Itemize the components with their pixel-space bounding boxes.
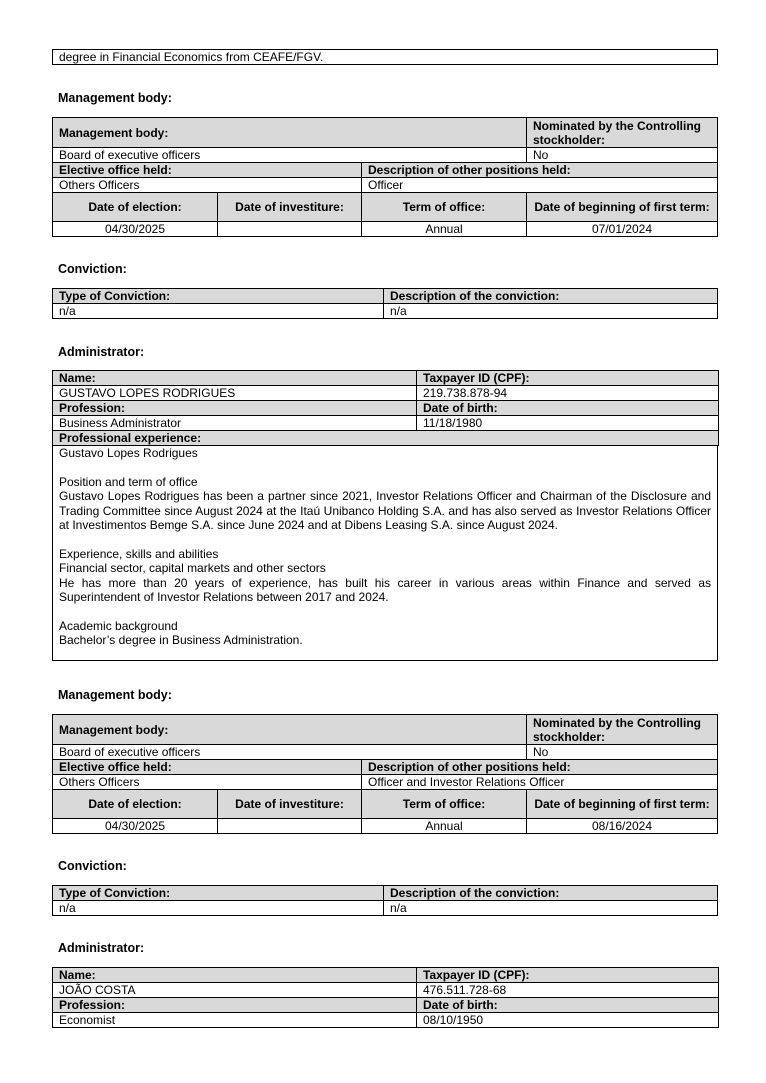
description-conviction-value: n/a	[384, 304, 718, 319]
other-positions-label: Description of other positions held:	[362, 760, 718, 775]
type-conviction-label: Type of Conviction:	[53, 886, 384, 901]
profession-value: Business Administrator	[53, 416, 417, 431]
name-label: Name:	[53, 968, 417, 983]
position-term-title: Position and term of office	[59, 474, 198, 489]
description-conviction-value: n/a	[384, 901, 718, 916]
date-beginning-label: Date of beginning of first term:	[527, 790, 718, 819]
date-investiture-label: Date of investiture:	[218, 193, 362, 222]
nominated-label: Nominated by the Controlling stockholder:	[527, 118, 718, 148]
date-beginning-value: 07/01/2024	[527, 222, 718, 237]
name-value: JOÃO COSTA	[53, 983, 417, 998]
academic-title: Academic background	[59, 618, 178, 633]
birth-value: 11/18/1980	[417, 416, 719, 431]
name-label: Name:	[53, 371, 417, 386]
taxpayer-value: 219.738.878-94	[417, 386, 719, 401]
name-value: GUSTAVO LOPES RODRIGUES	[53, 386, 417, 401]
top-fragment-box	[52, 49, 718, 65]
elective-office-label: Elective office held:	[53, 760, 362, 775]
other-positions-value: Officer and Investor Relations Officer	[362, 775, 718, 790]
top-fragment-text: degree in Financial Economics from CEAFE/FGV.	[53, 50, 718, 65]
administrator-heading-2: Administrator:	[58, 941, 145, 955]
conviction-table-2	[52, 885, 717, 916]
date-beginning-label: Date of beginning of first term:	[527, 193, 718, 222]
term-office-value: Annual	[362, 222, 527, 237]
description-conviction-label: Description of the conviction:	[384, 289, 718, 304]
skills-subtitle: Financial sector, capital markets and other sectors	[59, 561, 326, 576]
elective-office-value: Others Officers	[53, 775, 362, 790]
skills-text: He has more than 20 years of experience, has built his career in various areas within Finance and served as Superintendent of Investor Relations between 2017 and 2024.	[59, 575, 711, 605]
professional-experience-text	[52, 446, 718, 661]
academic-text: Bachelor’s degree in Business Administration.	[59, 633, 303, 648]
position-term-text: Gustavo Lopes Rodrigues has been a partner since 2021, Investor Relations Officer and Chairman of the Disclosure and Trading Committee since August 2024 at the Itaú Unibanco Holding S.A. and has also served as Investor Relations Officer at Investimentos Bemge S.A. since June 2024 and at Dibens Leasing S.A. since August 2024.	[59, 489, 711, 533]
administrator-table-2	[52, 967, 718, 1028]
type-conviction-label: Type of Conviction:	[53, 289, 384, 304]
profession-value: Economist	[53, 1013, 417, 1028]
administrator-heading-1: Administrator:	[58, 345, 145, 359]
nominated-value: No	[527, 148, 718, 163]
nominated-label: Nominated by the Controlling stockholder:	[527, 715, 718, 745]
nominated-value: No	[527, 745, 718, 760]
type-conviction-value: n/a	[53, 304, 384, 319]
administrator-table-1	[52, 370, 718, 661]
management-body-heading-1: Management body:	[58, 91, 172, 105]
birth-value: 08/10/1950	[417, 1013, 719, 1028]
birth-label: Date of birth:	[417, 401, 719, 416]
date-investiture-label: Date of investiture:	[218, 790, 362, 819]
conviction-heading-1: Conviction:	[58, 262, 127, 276]
management-body-label: Management body:	[53, 715, 527, 745]
term-office-value: Annual	[362, 819, 527, 834]
date-election-label: Date of election:	[53, 790, 218, 819]
management-body-value: Board of executive officers	[53, 745, 527, 760]
date-election-value: 04/30/2025	[53, 819, 218, 834]
management-body-value: Board of executive officers	[53, 148, 527, 163]
elective-office-label: Elective office held:	[53, 163, 362, 178]
management-body-table-1	[52, 117, 717, 237]
birth-label: Date of birth:	[417, 998, 719, 1013]
other-positions-label: Description of other positions held:	[362, 163, 718, 178]
management-body-label: Management body:	[53, 118, 527, 148]
other-positions-value: Officer	[362, 178, 718, 193]
management-body-heading-2: Management body:	[58, 688, 172, 702]
date-investiture-value	[218, 222, 362, 237]
profession-label: Profession:	[53, 401, 417, 416]
taxpayer-label: Taxpayer ID (CPF):	[417, 968, 719, 983]
conviction-heading-2: Conviction:	[58, 859, 127, 873]
term-office-label: Term of office:	[362, 193, 527, 222]
date-election-label: Date of election:	[53, 193, 218, 222]
profession-label: Profession:	[53, 998, 417, 1013]
experience-name: Gustavo Lopes Rodrigues	[59, 446, 198, 460]
professional-experience-label: Professional experience:	[53, 431, 719, 446]
taxpayer-value: 476.511.728-68	[417, 983, 719, 998]
skills-title: Experience, skills and abilities	[59, 546, 219, 561]
taxpayer-label: Taxpayer ID (CPF):	[417, 371, 719, 386]
elective-office-value: Others Officers	[53, 178, 362, 193]
date-beginning-value: 08/16/2024	[527, 819, 718, 834]
type-conviction-value: n/a	[53, 901, 384, 916]
date-investiture-value	[218, 819, 362, 834]
management-body-table-2	[52, 714, 717, 834]
conviction-table-1	[52, 288, 717, 319]
date-election-value: 04/30/2025	[53, 222, 218, 237]
description-conviction-label: Description of the conviction:	[384, 886, 718, 901]
term-office-label: Term of office:	[362, 790, 527, 819]
